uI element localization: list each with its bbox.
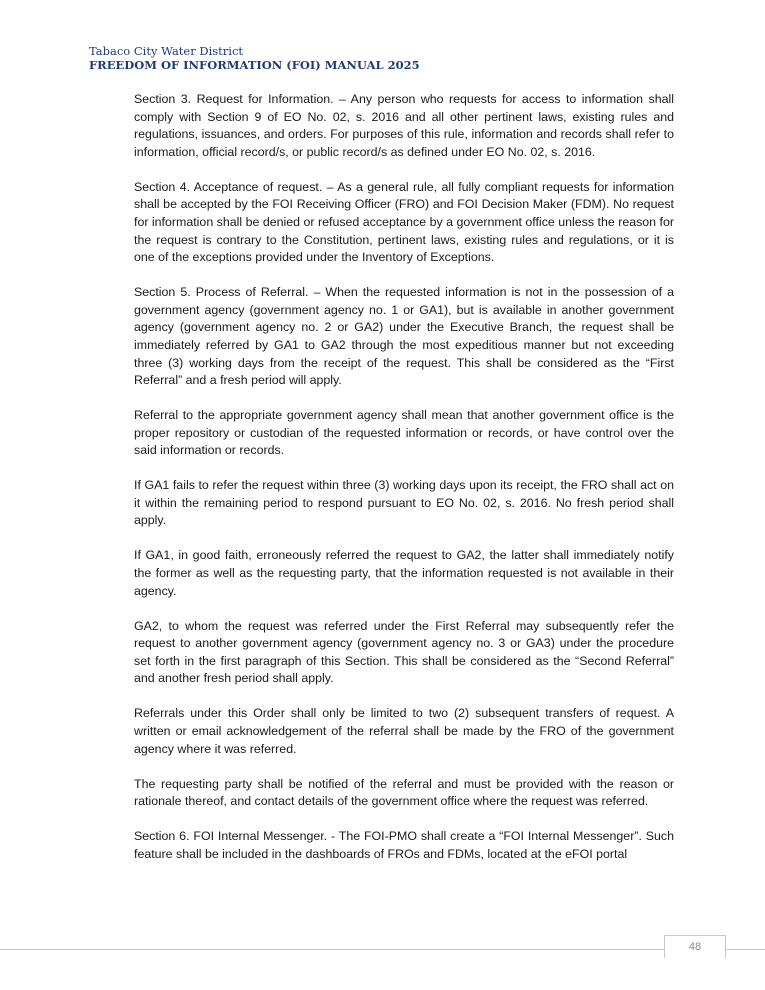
paragraph-section-5: Section 5. Process of Referral. – When the requested information is not in the possession of a government agency (government agency no. 1 or GA1), but is available in another government agency (government agency no. 2 or GA2) under the Executive Branch, the request shall be immediately referred by GA1 to GA2 through the most expeditious manner but not exceeding three (3) working days from the receipt of the request. This shall be considered as the “First Referral” and a fresh period will apply.: [134, 285, 674, 388]
paragraph-section-3: Section 3. Request for Information. – Any person who requests for access to information shall comply with Section 9 of EO No. 02, s. 2016 and all other pertinent laws, existing rules and regulations, issuances, and orders. For purposes of this rule, information and records shall refer to information, official record/s, or public record/s as defined under EO No. 02, s. 2016.: [134, 92, 674, 159]
paragraph-section-4: Section 4. Acceptance of request. – As a general rule, all fully compliant requests for information shall be accepted by the FOI Receiving Officer (FRO) and FOI Decision Maker (FDM). No request for information shall be denied or refused acceptance by a government office unless the reason for the request is contrary to the Constitution, pertinent laws, existing rules and regulations, or it is one of the exceptions provided under the Inventory of Exceptions.: [134, 179, 674, 265]
organization-name: Tabaco City Water District: [89, 44, 244, 58]
paragraph-ga1-erroneous: If GA1, in good faith, erroneously referred the request to GA2, the latter shall immediately notify the former as well as the requesting party, that the information requested is not available in their agency.: [134, 548, 674, 598]
document-body: [134, 91, 674, 863]
page-number: 48: [664, 935, 726, 958]
paragraph-section-6: Section 6. FOI Internal Messenger. - The FOI-PMO shall create a “FOI Internal Messenger”. Such feature shall be included in the dashboards of FROs and FDMs, located at the eFOI portal: [134, 829, 674, 861]
paragraph-ga1-fails: If GA1 fails to refer the request within three (3) working days upon its receipt, the FRO shall act on it within the remaining period to respond pursuant to EO No. 02, s. 2016. No fresh period shall apply.: [134, 478, 674, 528]
document-header: [89, 44, 420, 72]
manual-title: FREEDOM OF INFORMATION (FOI) MANUAL 2025: [89, 58, 420, 72]
paragraph-referral-limit: Referrals under this Order shall only be limited to two (2) subsequent transfers of request. A written or email acknowledgement of the referral shall be made by the FRO of the government agency where it was referred.: [134, 706, 674, 756]
paragraph-second-referral: GA2, to whom the request was referred under the First Referral may subsequently refer the request to another government agency (government agency no. 3 or GA3) under the procedure set forth in the first paragraph of this Section. This shall be considered as the “Second Referral” and another fresh period shall apply.: [134, 618, 674, 686]
paragraph-notification: The requesting party shall be notified of the referral and must be provided with the reason or rationale thereof, and contact details of the government office where the request was referred.: [134, 776, 674, 809]
footer-divider: [0, 949, 765, 950]
paragraph-referral-definition: Referral to the appropriate government agency shall mean that another government office is the proper repository or custodian of the requested information or records, or have control over the said information or records.: [134, 408, 674, 458]
